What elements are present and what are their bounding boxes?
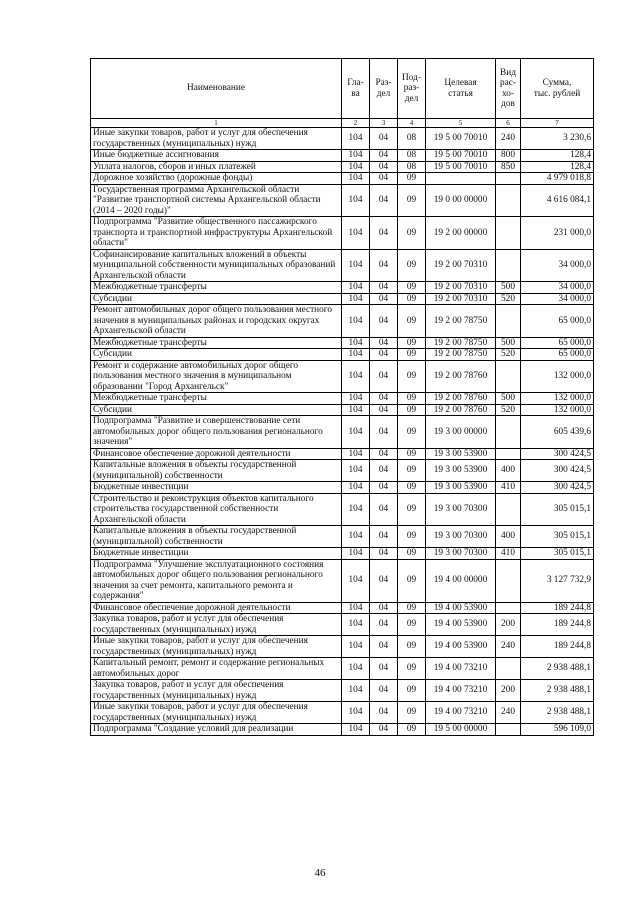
cell-podrazdel: 09 bbox=[398, 249, 426, 282]
cell-statya: 19 2 00 78760 bbox=[426, 404, 496, 416]
cell-vid: 500 bbox=[496, 337, 521, 349]
cell-vid: 850 bbox=[496, 161, 521, 173]
cell-vid: 200 bbox=[496, 614, 521, 636]
cell-statya: 19 4 00 73210 bbox=[426, 702, 496, 724]
cell-statya: 19 4 00 73210 bbox=[426, 680, 496, 702]
cell-vid: 520 bbox=[496, 404, 521, 416]
cell-name: Софинансирование капитальных вложений в объекты муниципальной собственности муниципальных образований Архангельской области bbox=[91, 249, 342, 282]
cell-glava: 104 bbox=[342, 482, 370, 494]
cell-summa: 132 000,0 bbox=[521, 393, 594, 405]
cell-razdel: 04 bbox=[370, 337, 398, 349]
column-number: 3 bbox=[370, 119, 398, 128]
cell-statya: 19 5 00 70010 bbox=[426, 128, 496, 150]
cell-glava: 104 bbox=[342, 493, 370, 526]
cell-podrazdel: 09 bbox=[398, 602, 426, 614]
cell-statya: 19 2 00 70310 bbox=[426, 293, 496, 305]
cell-name: Закупка товаров, работ и услуг для обеспечения государственных (муниципальных) нужд bbox=[91, 614, 342, 636]
cell-razdel: 04 bbox=[370, 680, 398, 702]
cell-name: Финансовое обеспечение дорожной деятельности bbox=[91, 448, 342, 460]
cell-vid bbox=[496, 493, 521, 526]
table-row bbox=[91, 602, 594, 614]
cell-vid: 800 bbox=[496, 150, 521, 162]
cell-statya: 19 3 00 70300 bbox=[426, 526, 496, 548]
cell-statya: 19 2 00 70310 bbox=[426, 249, 496, 282]
cell-glava: 104 bbox=[342, 680, 370, 702]
cell-name: Бюджетные инвестиции bbox=[91, 548, 342, 560]
cell-glava: 104 bbox=[342, 349, 370, 361]
cell-glava: 104 bbox=[342, 702, 370, 724]
cell-razdel: 04 bbox=[370, 602, 398, 614]
cell-summa: 128,4 bbox=[521, 161, 594, 173]
cell-vid: 400 bbox=[496, 526, 521, 548]
cell-podrazdel: 08 bbox=[398, 161, 426, 173]
table-row bbox=[91, 404, 594, 416]
cell-summa: 4 979 018,8 bbox=[521, 173, 594, 185]
table-row bbox=[91, 702, 594, 724]
cell-glava: 104 bbox=[342, 150, 370, 162]
cell-podrazdel: 09 bbox=[398, 217, 426, 250]
table-row bbox=[91, 724, 594, 736]
cell-name: Межбюджетные трансферты bbox=[91, 282, 342, 294]
table-row bbox=[91, 128, 594, 150]
cell-summa: 34 000,0 bbox=[521, 249, 594, 282]
cell-glava: 104 bbox=[342, 393, 370, 405]
table-row bbox=[91, 482, 594, 494]
cell-razdel: 04 bbox=[370, 128, 398, 150]
table-row bbox=[91, 282, 594, 294]
cell-glava: 104 bbox=[342, 404, 370, 416]
table-row bbox=[91, 658, 594, 680]
cell-statya: 19 3 00 53900 bbox=[426, 460, 496, 482]
cell-statya: 19 3 00 70300 bbox=[426, 493, 496, 526]
column-number: 6 bbox=[496, 119, 521, 128]
cell-vid bbox=[496, 184, 521, 217]
cell-razdel: 04 bbox=[370, 217, 398, 250]
cell-statya: 19 5 00 70010 bbox=[426, 150, 496, 162]
cell-statya: 19 2 00 70310 bbox=[426, 282, 496, 294]
cell-name: Субсидии bbox=[91, 349, 342, 361]
cell-name: Межбюджетные трансферты bbox=[91, 337, 342, 349]
cell-podrazdel: 08 bbox=[398, 150, 426, 162]
table-row bbox=[91, 293, 594, 305]
cell-glava: 104 bbox=[342, 184, 370, 217]
cell-vid: 200 bbox=[496, 680, 521, 702]
cell-statya: 19 3 00 53900 bbox=[426, 482, 496, 494]
cell-statya: 19 2 00 78750 bbox=[426, 337, 496, 349]
cell-summa: 305 015,1 bbox=[521, 526, 594, 548]
table-row bbox=[91, 349, 594, 361]
cell-name: Иные закупки товаров, работ и услуг для обеспечения государственных (муниципальных) нужд bbox=[91, 128, 342, 150]
cell-summa: 128,4 bbox=[521, 150, 594, 162]
cell-podrazdel: 09 bbox=[398, 493, 426, 526]
cell-podrazdel: 09 bbox=[398, 404, 426, 416]
cell-podrazdel: 09 bbox=[398, 448, 426, 460]
cell-podrazdel: 09 bbox=[398, 636, 426, 658]
cell-statya: 19 4 00 53900 bbox=[426, 602, 496, 614]
cell-vid: 240 bbox=[496, 702, 521, 724]
header-row bbox=[91, 59, 594, 119]
cell-statya: 19 4 00 73210 bbox=[426, 658, 496, 680]
header-summa: Сумма, тыс. рублей bbox=[521, 59, 594, 119]
cell-razdel: 04 bbox=[370, 416, 398, 449]
table-row bbox=[91, 416, 594, 449]
cell-vid bbox=[496, 658, 521, 680]
cell-glava: 104 bbox=[342, 337, 370, 349]
cell-razdel: 04 bbox=[370, 305, 398, 338]
cell-razdel: 04 bbox=[370, 360, 398, 393]
budget-table bbox=[90, 58, 594, 736]
table-row bbox=[91, 393, 594, 405]
cell-summa: 2 938 488,1 bbox=[521, 658, 594, 680]
cell-glava: 104 bbox=[342, 360, 370, 393]
table-row bbox=[91, 614, 594, 636]
table-row bbox=[91, 249, 594, 282]
header-glava: Гла- ва bbox=[342, 59, 370, 119]
cell-razdel: 04 bbox=[370, 559, 398, 602]
cell-summa: 189 244,8 bbox=[521, 614, 594, 636]
cell-name: Капитальный ремонт, ремонт и содержание региональных автомобильных дорог bbox=[91, 658, 342, 680]
table-row bbox=[91, 636, 594, 658]
cell-glava: 104 bbox=[342, 217, 370, 250]
cell-razdel: 04 bbox=[370, 282, 398, 294]
table-row bbox=[91, 184, 594, 217]
cell-vid: 410 bbox=[496, 482, 521, 494]
cell-summa: 4 616 084,1 bbox=[521, 184, 594, 217]
cell-podrazdel: 09 bbox=[398, 724, 426, 736]
cell-podrazdel: 09 bbox=[398, 360, 426, 393]
cell-statya: 19 5 00 00000 bbox=[426, 724, 496, 736]
cell-podrazdel: 09 bbox=[398, 559, 426, 602]
cell-razdel: 04 bbox=[370, 724, 398, 736]
column-number: 1 bbox=[91, 119, 342, 128]
cell-summa: 231 000,0 bbox=[521, 217, 594, 250]
table-row bbox=[91, 337, 594, 349]
table-row bbox=[91, 680, 594, 702]
cell-razdel: 04 bbox=[370, 526, 398, 548]
cell-vid: 500 bbox=[496, 282, 521, 294]
cell-name: Государственная программа Архангельской области "Развитие транспортной системы Архангельской области (2014 – 2020 годы)" bbox=[91, 184, 342, 217]
cell-razdel: 04 bbox=[370, 658, 398, 680]
cell-name: Субсидии bbox=[91, 293, 342, 305]
cell-glava: 104 bbox=[342, 293, 370, 305]
cell-podrazdel: 09 bbox=[398, 614, 426, 636]
cell-podrazdel: 08 bbox=[398, 128, 426, 150]
cell-summa: 3 230,6 bbox=[521, 128, 594, 150]
table-row bbox=[91, 360, 594, 393]
cell-glava: 104 bbox=[342, 161, 370, 173]
cell-summa: 65 000,0 bbox=[521, 305, 594, 338]
cell-vid: 400 bbox=[496, 460, 521, 482]
cell-podrazdel: 09 bbox=[398, 305, 426, 338]
cell-razdel: 04 bbox=[370, 393, 398, 405]
cell-razdel: 04 bbox=[370, 493, 398, 526]
cell-razdel: 04 bbox=[370, 482, 398, 494]
cell-glava: 104 bbox=[342, 559, 370, 602]
cell-statya: 19 3 00 53900 bbox=[426, 448, 496, 460]
cell-name: Строительство и реконструкция объектов капитального строительства государственной собственности Архангельской области bbox=[91, 493, 342, 526]
cell-vid bbox=[496, 559, 521, 602]
cell-razdel: 04 bbox=[370, 249, 398, 282]
cell-summa: 65 000,0 bbox=[521, 337, 594, 349]
column-number-row bbox=[91, 119, 594, 128]
cell-name: Уплата налогов, сборов и иных платежей bbox=[91, 161, 342, 173]
cell-podrazdel: 09 bbox=[398, 337, 426, 349]
header-statya: Целевая статья bbox=[426, 59, 496, 119]
cell-razdel: 04 bbox=[370, 173, 398, 185]
cell-summa: 132 000,0 bbox=[521, 404, 594, 416]
cell-vid bbox=[496, 217, 521, 250]
table-row bbox=[91, 526, 594, 548]
cell-name: Капитальные вложения в объекты государственной (муниципальной) собственности bbox=[91, 460, 342, 482]
cell-podrazdel: 09 bbox=[398, 293, 426, 305]
cell-statya: 19 2 00 78760 bbox=[426, 393, 496, 405]
table-row bbox=[91, 460, 594, 482]
cell-podrazdel: 09 bbox=[398, 349, 426, 361]
cell-name: Бюджетные инвестиции bbox=[91, 482, 342, 494]
cell-vid bbox=[496, 249, 521, 282]
cell-name: Закупка товаров, работ и услуг для обеспечения государственных (муниципальных) нужд bbox=[91, 680, 342, 702]
cell-summa: 305 015,1 bbox=[521, 548, 594, 560]
cell-glava: 104 bbox=[342, 548, 370, 560]
cell-vid: 410 bbox=[496, 548, 521, 560]
cell-summa: 305 015,1 bbox=[521, 493, 594, 526]
cell-name: Иные закупки товаров, работ и услуг для обеспечения государственных (муниципальных) нужд bbox=[91, 702, 342, 724]
cell-name: Подпрограмма "Развитие общественного пассажирского транспорта и транспортной инфраструктуры Архангельской области" bbox=[91, 217, 342, 250]
cell-statya: 19 3 00 70300 bbox=[426, 548, 496, 560]
cell-razdel: 04 bbox=[370, 404, 398, 416]
cell-name: Подпрограмма "Развитие и совершенствование сети автомобильных дорог общего пользования регионального значения" bbox=[91, 416, 342, 449]
cell-glava: 104 bbox=[342, 173, 370, 185]
cell-statya: 19 2 00 00000 bbox=[426, 217, 496, 250]
cell-podrazdel: 09 bbox=[398, 548, 426, 560]
header-podrazdel: Под- раз- дел bbox=[398, 59, 426, 119]
cell-razdel: 04 bbox=[370, 349, 398, 361]
cell-glava: 104 bbox=[342, 282, 370, 294]
cell-summa: 2 938 488,1 bbox=[521, 680, 594, 702]
cell-name: Субсидии bbox=[91, 404, 342, 416]
cell-glava: 104 bbox=[342, 416, 370, 449]
column-number: 7 bbox=[521, 119, 594, 128]
cell-razdel: 04 bbox=[370, 702, 398, 724]
cell-statya: 19 2 00 78760 bbox=[426, 360, 496, 393]
table-row bbox=[91, 150, 594, 162]
cell-statya: 19 2 00 78750 bbox=[426, 349, 496, 361]
cell-razdel: 04 bbox=[370, 614, 398, 636]
cell-name: Ремонт и содержание автомобильных дорог общего пользования местного значения в муниципальном образовании "Город Архангельск" bbox=[91, 360, 342, 393]
page-number: 46 bbox=[314, 867, 326, 879]
cell-vid bbox=[496, 448, 521, 460]
cell-glava: 104 bbox=[342, 614, 370, 636]
cell-summa: 3 127 732,9 bbox=[521, 559, 594, 602]
cell-name: Подпрограмма "Создание условий для реализации bbox=[91, 724, 342, 736]
cell-vid bbox=[496, 360, 521, 393]
cell-name: Ремонт автомобильных дорог общего пользования местного значения в муниципальных районах и городских округах Архангельской области bbox=[91, 305, 342, 338]
table-row bbox=[91, 548, 594, 560]
cell-statya bbox=[426, 173, 496, 185]
cell-podrazdel: 09 bbox=[398, 526, 426, 548]
cell-vid bbox=[496, 724, 521, 736]
header-razdel: Раз- дел bbox=[370, 59, 398, 119]
cell-statya: 19 0 00 00000 bbox=[426, 184, 496, 217]
cell-vid: 500 bbox=[496, 393, 521, 405]
cell-podrazdel: 09 bbox=[398, 702, 426, 724]
cell-razdel: 04 bbox=[370, 161, 398, 173]
cell-razdel: 04 bbox=[370, 460, 398, 482]
cell-vid: 240 bbox=[496, 636, 521, 658]
table-row bbox=[91, 493, 594, 526]
cell-glava: 104 bbox=[342, 636, 370, 658]
cell-summa: 300 424,5 bbox=[521, 448, 594, 460]
cell-glava: 104 bbox=[342, 128, 370, 150]
cell-razdel: 04 bbox=[370, 548, 398, 560]
header-vid: Вид рас- хо- дов bbox=[496, 59, 521, 119]
cell-statya: 19 5 00 70010 bbox=[426, 161, 496, 173]
cell-summa: 189 244,8 bbox=[521, 602, 594, 614]
cell-name: Иные закупки товаров, работ и услуг для обеспечения государственных (муниципальных) нужд bbox=[91, 636, 342, 658]
cell-razdel: 04 bbox=[370, 150, 398, 162]
cell-summa: 65 000,0 bbox=[521, 349, 594, 361]
cell-statya: 19 4 00 53900 bbox=[426, 636, 496, 658]
cell-vid: 520 bbox=[496, 293, 521, 305]
cell-podrazdel: 09 bbox=[398, 658, 426, 680]
cell-razdel: 04 bbox=[370, 636, 398, 658]
cell-statya: 19 3 00 00000 bbox=[426, 416, 496, 449]
cell-summa: 2 938 488,1 bbox=[521, 702, 594, 724]
cell-summa: 300 424,5 bbox=[521, 460, 594, 482]
cell-vid: 240 bbox=[496, 128, 521, 150]
cell-vid bbox=[496, 416, 521, 449]
cell-razdel: 04 bbox=[370, 184, 398, 217]
cell-podrazdel: 09 bbox=[398, 680, 426, 702]
cell-name: Финансовое обеспечение дорожной деятельности bbox=[91, 602, 342, 614]
table-body bbox=[91, 128, 594, 736]
header-name: Наименование bbox=[91, 59, 342, 119]
cell-podrazdel: 09 bbox=[398, 482, 426, 494]
cell-podrazdel: 09 bbox=[398, 460, 426, 482]
cell-podrazdel: 09 bbox=[398, 173, 426, 185]
cell-vid: 520 bbox=[496, 349, 521, 361]
cell-razdel: 04 bbox=[370, 293, 398, 305]
cell-podrazdel: 09 bbox=[398, 416, 426, 449]
cell-summa: 34 000,0 bbox=[521, 293, 594, 305]
cell-name: Иные бюджетные ассигнования bbox=[91, 150, 342, 162]
table-row bbox=[91, 173, 594, 185]
cell-glava: 104 bbox=[342, 448, 370, 460]
cell-name: Дорожное хозяйство (дорожные фонды) bbox=[91, 173, 342, 185]
cell-podrazdel: 09 bbox=[398, 184, 426, 217]
cell-statya: 19 4 00 00000 bbox=[426, 559, 496, 602]
column-number: 4 bbox=[398, 119, 426, 128]
cell-summa: 132 000,0 bbox=[521, 360, 594, 393]
cell-vid bbox=[496, 602, 521, 614]
cell-summa: 34 000,0 bbox=[521, 282, 594, 294]
cell-statya: 19 2 00 78750 bbox=[426, 305, 496, 338]
cell-name: Подпрограмма "Улучшение эксплуатационного состояния автомобильных дорог общего пользования регионального значения за счет ремонта, капитального ремонта и содержания" bbox=[91, 559, 342, 602]
table-row bbox=[91, 559, 594, 602]
cell-summa: 189 244,8 bbox=[521, 636, 594, 658]
cell-glava: 104 bbox=[342, 249, 370, 282]
table-row bbox=[91, 305, 594, 338]
column-number: 2 bbox=[342, 119, 370, 128]
cell-glava: 104 bbox=[342, 460, 370, 482]
table-row bbox=[91, 217, 594, 250]
cell-glava: 104 bbox=[342, 724, 370, 736]
cell-podrazdel: 09 bbox=[398, 393, 426, 405]
cell-podrazdel: 09 bbox=[398, 282, 426, 294]
cell-vid bbox=[496, 305, 521, 338]
cell-vid bbox=[496, 173, 521, 185]
cell-razdel: 04 bbox=[370, 448, 398, 460]
cell-glava: 104 bbox=[342, 305, 370, 338]
cell-glava: 104 bbox=[342, 658, 370, 680]
cell-statya: 19 4 00 53900 bbox=[426, 614, 496, 636]
cell-name: Капитальные вложения в объекты государственной (муниципальной) собственности bbox=[91, 526, 342, 548]
cell-summa: 605 439,6 bbox=[521, 416, 594, 449]
table-row bbox=[91, 161, 594, 173]
cell-summa: 300 424,5 bbox=[521, 482, 594, 494]
column-number: 5 bbox=[426, 119, 496, 128]
cell-glava: 104 bbox=[342, 526, 370, 548]
table-row bbox=[91, 448, 594, 460]
cell-summa: 596 109,0 bbox=[521, 724, 594, 736]
cell-name: Межбюджетные трансферты bbox=[91, 393, 342, 405]
cell-glava: 104 bbox=[342, 602, 370, 614]
